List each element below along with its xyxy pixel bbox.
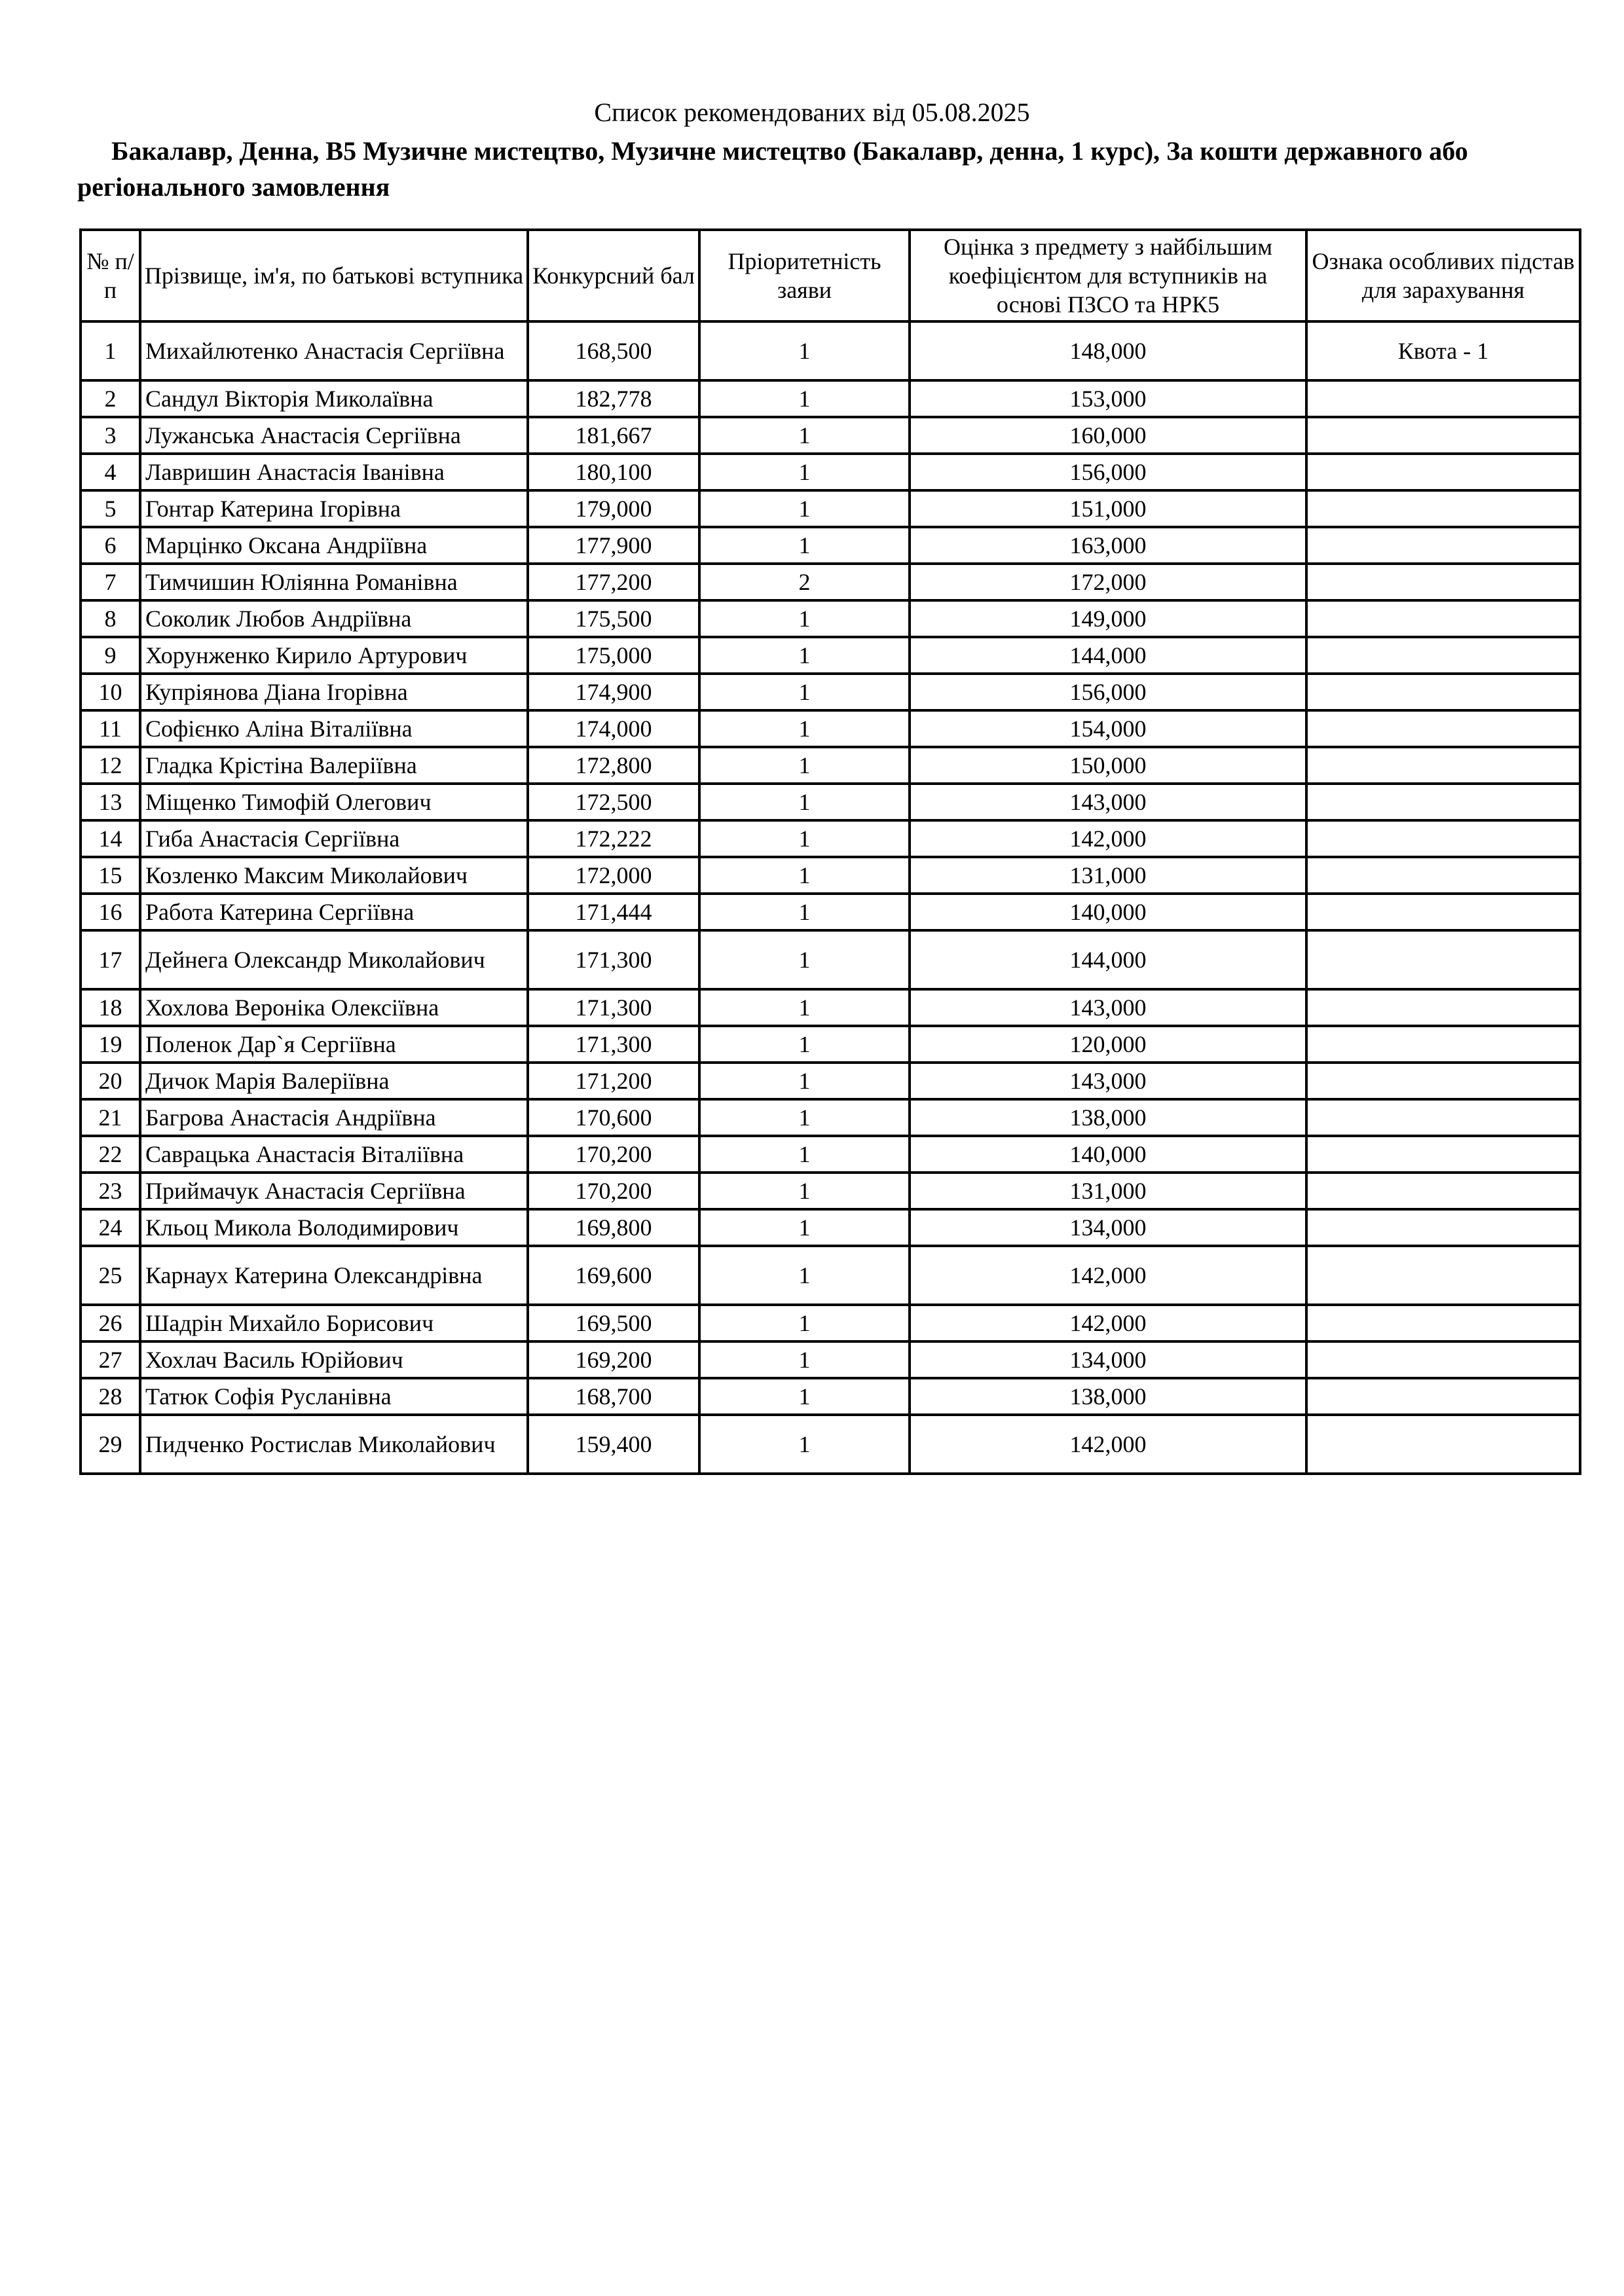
table-row bbox=[81, 1136, 1580, 1173]
row-subject-score: 160,000 bbox=[910, 417, 1306, 454]
table-row bbox=[81, 747, 1580, 784]
row-subject-score: 143,000 bbox=[910, 1063, 1306, 1099]
row-num: 3 bbox=[81, 417, 140, 454]
row-subject-score: 138,000 bbox=[910, 1378, 1306, 1415]
row-num: 1 bbox=[81, 321, 140, 380]
row-priority: 1 bbox=[699, 1378, 910, 1415]
header-subject-score: Оцінка з предмету з найбільшим коефіцієнтом для вступників на основі ПЗСО та НРК5 bbox=[910, 230, 1306, 321]
row-num: 26 bbox=[81, 1305, 140, 1341]
table-row bbox=[81, 857, 1580, 894]
row-num: 24 bbox=[81, 1209, 140, 1246]
row-score: 169,600 bbox=[528, 1246, 699, 1305]
row-priority: 1 bbox=[699, 989, 910, 1026]
row-num: 12 bbox=[81, 747, 140, 784]
row-score: 168,500 bbox=[528, 321, 699, 380]
row-name: Тимчишин Юліянна Романівна bbox=[140, 564, 528, 600]
row-subject-score: 144,000 bbox=[910, 930, 1306, 989]
row-special-grounds bbox=[1306, 417, 1580, 454]
row-priority: 1 bbox=[699, 1246, 910, 1305]
table-row bbox=[81, 674, 1580, 710]
row-subject-score: 142,000 bbox=[910, 820, 1306, 857]
table-row bbox=[81, 380, 1580, 417]
row-score: 168,700 bbox=[528, 1378, 699, 1415]
row-special-grounds bbox=[1306, 894, 1580, 930]
row-score: 171,444 bbox=[528, 894, 699, 930]
row-num: 20 bbox=[81, 1063, 140, 1099]
row-special-grounds bbox=[1306, 637, 1580, 674]
row-subject-score: 131,000 bbox=[910, 857, 1306, 894]
row-num: 29 bbox=[81, 1415, 140, 1474]
row-priority: 1 bbox=[699, 1136, 910, 1173]
row-num: 19 bbox=[81, 1026, 140, 1063]
row-priority: 1 bbox=[699, 1415, 910, 1474]
row-priority: 1 bbox=[699, 784, 910, 820]
table-row bbox=[81, 527, 1580, 564]
row-name: Гладка Крістіна Валеріївна bbox=[140, 747, 528, 784]
table-row bbox=[81, 637, 1580, 674]
row-priority: 1 bbox=[699, 417, 910, 454]
row-subject-score: 172,000 bbox=[910, 564, 1306, 600]
row-special-grounds bbox=[1306, 820, 1580, 857]
row-special-grounds bbox=[1306, 1341, 1580, 1378]
row-name: Гиба Анастасія Сергіївна bbox=[140, 820, 528, 857]
row-num: 16 bbox=[81, 894, 140, 930]
row-subject-score: 120,000 bbox=[910, 1026, 1306, 1063]
row-name: Багрова Анастасія Андріївна bbox=[140, 1099, 528, 1136]
row-score: 179,000 bbox=[528, 490, 699, 527]
row-score: 169,200 bbox=[528, 1341, 699, 1378]
table-row bbox=[81, 490, 1580, 527]
row-priority: 1 bbox=[699, 747, 910, 784]
row-special-grounds: Квота - 1 bbox=[1306, 321, 1580, 380]
row-num: 15 bbox=[81, 857, 140, 894]
row-subject-score: 150,000 bbox=[910, 747, 1306, 784]
row-name: Хохлач Василь Юрійович bbox=[140, 1341, 528, 1378]
table-row bbox=[81, 600, 1580, 637]
row-name: Хохлова Вероніка Олексіївна bbox=[140, 989, 528, 1026]
header-score: Конкурсний бал bbox=[528, 230, 699, 321]
table-body bbox=[81, 321, 1580, 1474]
row-priority: 1 bbox=[699, 820, 910, 857]
row-subject-score: 142,000 bbox=[910, 1415, 1306, 1474]
row-name: Сандул Вікторія Миколаївна bbox=[140, 380, 528, 417]
row-score: 171,300 bbox=[528, 989, 699, 1026]
row-score: 180,100 bbox=[528, 454, 699, 490]
row-score: 175,500 bbox=[528, 600, 699, 637]
row-subject-score: 142,000 bbox=[910, 1305, 1306, 1341]
row-num: 23 bbox=[81, 1173, 140, 1209]
row-num: 9 bbox=[81, 637, 140, 674]
table-row bbox=[81, 1099, 1580, 1136]
row-score: 170,200 bbox=[528, 1136, 699, 1173]
table-row bbox=[81, 784, 1580, 820]
row-name: Михайлютенко Анастасія Сергіївна bbox=[140, 321, 528, 380]
row-name: Пидченко Ростислав Миколайович bbox=[140, 1415, 528, 1474]
row-name: Дичок Марія Валеріївна bbox=[140, 1063, 528, 1099]
row-priority: 1 bbox=[699, 930, 910, 989]
row-name: Козленко Максим Миколайович bbox=[140, 857, 528, 894]
row-subject-score: 140,000 bbox=[910, 1136, 1306, 1173]
row-num: 22 bbox=[81, 1136, 140, 1173]
table-row bbox=[81, 564, 1580, 600]
row-special-grounds bbox=[1306, 1063, 1580, 1099]
row-special-grounds bbox=[1306, 564, 1580, 600]
row-priority: 1 bbox=[699, 1026, 910, 1063]
row-special-grounds bbox=[1306, 989, 1580, 1026]
row-special-grounds bbox=[1306, 1173, 1580, 1209]
row-priority: 1 bbox=[699, 1099, 910, 1136]
row-subject-score: 153,000 bbox=[910, 380, 1306, 417]
row-name: Міщенко Тимофій Олегович bbox=[140, 784, 528, 820]
row-name: Хорунженко Кирило Артурович bbox=[140, 637, 528, 674]
row-num: 18 bbox=[81, 989, 140, 1026]
row-priority: 1 bbox=[699, 527, 910, 564]
row-num: 27 bbox=[81, 1341, 140, 1378]
row-subject-score: 149,000 bbox=[910, 600, 1306, 637]
table-row bbox=[81, 1063, 1580, 1099]
recommended-list-table bbox=[79, 228, 1581, 1475]
table-row bbox=[81, 710, 1580, 747]
row-num: 13 bbox=[81, 784, 140, 820]
row-score: 174,000 bbox=[528, 710, 699, 747]
row-special-grounds bbox=[1306, 1099, 1580, 1136]
row-score: 172,222 bbox=[528, 820, 699, 857]
row-name: Приймачук Анастасія Сергіївна bbox=[140, 1173, 528, 1209]
row-special-grounds bbox=[1306, 674, 1580, 710]
row-subject-score: 156,000 bbox=[910, 454, 1306, 490]
header-num: № п/п bbox=[81, 230, 140, 321]
row-score: 172,800 bbox=[528, 747, 699, 784]
header-special-grounds: Ознака особливих підстав для зарахування bbox=[1306, 230, 1580, 321]
row-name: Соколик Любов Андріївна bbox=[140, 600, 528, 637]
row-priority: 1 bbox=[699, 1341, 910, 1378]
row-priority: 1 bbox=[699, 321, 910, 380]
row-special-grounds bbox=[1306, 747, 1580, 784]
row-special-grounds bbox=[1306, 490, 1580, 527]
row-priority: 1 bbox=[699, 710, 910, 747]
row-score: 181,667 bbox=[528, 417, 699, 454]
table-row bbox=[81, 417, 1580, 454]
row-subject-score: 134,000 bbox=[910, 1209, 1306, 1246]
row-priority: 1 bbox=[699, 857, 910, 894]
row-score: 172,000 bbox=[528, 857, 699, 894]
header-priority: Пріоритетність заяви bbox=[699, 230, 910, 321]
row-priority: 1 bbox=[699, 1173, 910, 1209]
table-row bbox=[81, 1378, 1580, 1415]
table-row bbox=[81, 1305, 1580, 1341]
row-special-grounds bbox=[1306, 710, 1580, 747]
row-num: 17 bbox=[81, 930, 140, 989]
row-score: 182,778 bbox=[528, 380, 699, 417]
row-special-grounds bbox=[1306, 1415, 1580, 1474]
row-score: 177,900 bbox=[528, 527, 699, 564]
row-num: 21 bbox=[81, 1099, 140, 1136]
table-row bbox=[81, 1026, 1580, 1063]
row-num: 10 bbox=[81, 674, 140, 710]
row-name: Дейнега Олександр Миколайович bbox=[140, 930, 528, 989]
row-subject-score: 138,000 bbox=[910, 1099, 1306, 1136]
row-special-grounds bbox=[1306, 1246, 1580, 1305]
row-priority: 1 bbox=[699, 1209, 910, 1246]
row-num: 28 bbox=[81, 1378, 140, 1415]
document-title: Список рекомендованих від 05.08.2025 bbox=[594, 98, 1030, 127]
document-subtitle: Бакалавр, Денна, B5 Музичне мистецтво, Музичне мистецтво (Бакалавр, денна, 1 курс), За кошти державного або регіонального замовлення bbox=[77, 136, 1468, 202]
row-num: 2 bbox=[81, 380, 140, 417]
row-special-grounds bbox=[1306, 1305, 1580, 1341]
table-row bbox=[81, 321, 1580, 380]
row-score: 177,200 bbox=[528, 564, 699, 600]
row-special-grounds bbox=[1306, 930, 1580, 989]
row-priority: 1 bbox=[699, 1063, 910, 1099]
row-num: 4 bbox=[81, 454, 140, 490]
row-special-grounds bbox=[1306, 857, 1580, 894]
row-subject-score: 134,000 bbox=[910, 1341, 1306, 1378]
row-name: Лужанська Анастасія Сергіївна bbox=[140, 417, 528, 454]
row-priority: 1 bbox=[699, 490, 910, 527]
row-score: 159,400 bbox=[528, 1415, 699, 1474]
row-special-grounds bbox=[1306, 1378, 1580, 1415]
row-special-grounds bbox=[1306, 454, 1580, 490]
row-subject-score: 131,000 bbox=[910, 1173, 1306, 1209]
header-name: Прізвище, ім'я, по батькові вступника bbox=[140, 230, 528, 321]
row-priority: 1 bbox=[699, 1305, 910, 1341]
row-subject-score: 156,000 bbox=[910, 674, 1306, 710]
table-row bbox=[81, 454, 1580, 490]
row-subject-score: 143,000 bbox=[910, 784, 1306, 820]
row-priority: 1 bbox=[699, 894, 910, 930]
row-num: 5 bbox=[81, 490, 140, 527]
table-row bbox=[81, 1246, 1580, 1305]
row-name: Софієнко Аліна Віталіївна bbox=[140, 710, 528, 747]
row-subject-score: 144,000 bbox=[910, 637, 1306, 674]
row-score: 169,800 bbox=[528, 1209, 699, 1246]
row-score: 170,600 bbox=[528, 1099, 699, 1136]
row-score: 171,200 bbox=[528, 1063, 699, 1099]
row-score: 172,500 bbox=[528, 784, 699, 820]
table-header-row bbox=[81, 230, 1580, 321]
table-row bbox=[81, 930, 1580, 989]
row-special-grounds bbox=[1306, 527, 1580, 564]
table-row bbox=[81, 1415, 1580, 1474]
row-name: Саврацька Анастасія Віталіївна bbox=[140, 1136, 528, 1173]
row-special-grounds bbox=[1306, 1026, 1580, 1063]
row-special-grounds bbox=[1306, 784, 1580, 820]
row-special-grounds bbox=[1306, 1136, 1580, 1173]
row-name: Татюк Софія Русланівна bbox=[140, 1378, 528, 1415]
row-subject-score: 154,000 bbox=[910, 710, 1306, 747]
row-num: 6 bbox=[81, 527, 140, 564]
row-score: 170,200 bbox=[528, 1173, 699, 1209]
row-num: 11 bbox=[81, 710, 140, 747]
row-score: 175,000 bbox=[528, 637, 699, 674]
row-num: 25 bbox=[81, 1246, 140, 1305]
row-score: 171,300 bbox=[528, 1026, 699, 1063]
row-special-grounds bbox=[1306, 380, 1580, 417]
row-priority: 1 bbox=[699, 600, 910, 637]
row-name: Кльоц Микола Володимирович bbox=[140, 1209, 528, 1246]
row-priority: 1 bbox=[699, 380, 910, 417]
row-subject-score: 143,000 bbox=[910, 989, 1306, 1026]
row-priority: 1 bbox=[699, 454, 910, 490]
row-name: Гонтар Катерина Ігорівна bbox=[140, 490, 528, 527]
row-subject-score: 140,000 bbox=[910, 894, 1306, 930]
table-row bbox=[81, 989, 1580, 1026]
row-priority: 1 bbox=[699, 637, 910, 674]
table-row bbox=[81, 894, 1580, 930]
row-name: Работа Катерина Сергіївна bbox=[140, 894, 528, 930]
row-subject-score: 151,000 bbox=[910, 490, 1306, 527]
row-name: Купріянова Діана Ігорівна bbox=[140, 674, 528, 710]
row-name: Шадрін Михайло Борисович bbox=[140, 1305, 528, 1341]
row-special-grounds bbox=[1306, 1209, 1580, 1246]
row-name: Поленок Дар`я Сергіївна bbox=[140, 1026, 528, 1063]
row-name: Карнаух Катерина Олександрівна bbox=[140, 1246, 528, 1305]
row-priority: 2 bbox=[699, 564, 910, 600]
table-row bbox=[81, 1209, 1580, 1246]
row-name: Марцінко Оксана Андріївна bbox=[140, 527, 528, 564]
row-num: 8 bbox=[81, 600, 140, 637]
table-row bbox=[81, 1173, 1580, 1209]
row-subject-score: 163,000 bbox=[910, 527, 1306, 564]
row-priority: 1 bbox=[699, 674, 910, 710]
row-subject-score: 142,000 bbox=[910, 1246, 1306, 1305]
row-num: 14 bbox=[81, 820, 140, 857]
row-num: 7 bbox=[81, 564, 140, 600]
row-special-grounds bbox=[1306, 600, 1580, 637]
row-score: 171,300 bbox=[528, 930, 699, 989]
table-row bbox=[81, 1341, 1580, 1378]
row-name: Лавришин Анастасія Іванівна bbox=[140, 454, 528, 490]
row-score: 169,500 bbox=[528, 1305, 699, 1341]
row-score: 174,900 bbox=[528, 674, 699, 710]
row-subject-score: 148,000 bbox=[910, 321, 1306, 380]
table-row bbox=[81, 820, 1580, 857]
